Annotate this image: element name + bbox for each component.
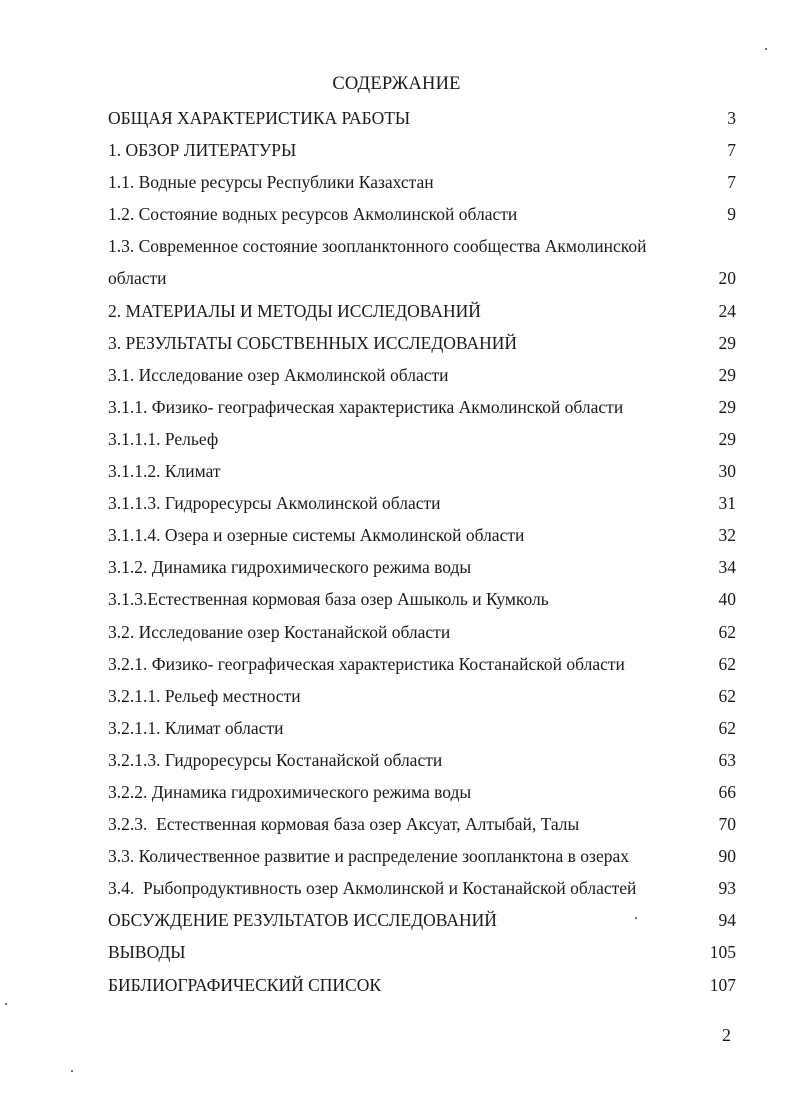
toc-entry-page: 105 xyxy=(709,942,736,963)
toc-entry-label: 3.1.1.3. Гидроресурсы Акмолинской области xyxy=(108,493,441,514)
toc-entry-page: 62 xyxy=(718,685,736,706)
toc-entry-label: 1.2. Состояние водных ресурсов Акмолинской области xyxy=(108,204,518,225)
toc-entry-label: 3.2.1.3. Гидроресурсы Костанайской области xyxy=(108,749,443,770)
toc-entry-label: области xyxy=(108,268,167,289)
toc-entry-label: 1.1. Водные ресурсы Республики Казахстан xyxy=(108,172,434,193)
toc-entry-label: 3.2.2. Динамика гидрохимического режима воды xyxy=(108,781,472,802)
toc-entry xyxy=(108,583,736,615)
toc-entry xyxy=(108,391,736,423)
toc-entry-page: 7 xyxy=(727,140,736,161)
toc-entry-page: 107 xyxy=(709,974,736,995)
toc-entry-label: 3.1.1.4. Озера и озерные системы Акмолинской области xyxy=(108,525,525,546)
toc-entry-page: 34 xyxy=(718,557,736,578)
toc-entry-label: 3.2.1. Физико- географическая характеристика Костанайской области xyxy=(108,653,625,674)
toc-entry xyxy=(108,776,736,808)
scan-speck xyxy=(635,917,637,919)
toc-entry-page: 40 xyxy=(718,589,736,610)
toc-entry-page: 7 xyxy=(727,172,736,193)
toc-entry xyxy=(108,519,736,551)
toc-entry xyxy=(108,295,736,327)
toc-entry-page: 32 xyxy=(718,525,736,546)
toc-entry xyxy=(108,102,736,134)
scan-speck xyxy=(765,48,767,50)
toc-entry-page: 29 xyxy=(718,364,736,385)
toc-entry xyxy=(108,166,736,198)
toc-entry xyxy=(108,648,736,680)
toc-entry-label: ВЫВОДЫ xyxy=(108,942,186,963)
toc-entry xyxy=(108,359,736,391)
toc-entry-page: 29 xyxy=(718,396,736,417)
toc-entry-page: 63 xyxy=(718,749,736,770)
toc-entry xyxy=(108,712,736,744)
toc-entry-page: 24 xyxy=(718,300,736,321)
table-of-contents xyxy=(108,102,736,1001)
toc-entry-label: 2. МАТЕРИАЛЫ И МЕТОДЫ ИССЛЕДОВАНИЙ xyxy=(108,300,481,321)
toc-entry xyxy=(108,904,736,936)
toc-entry-page: 9 xyxy=(727,204,736,225)
toc-entry-label: 3.1. Исследование озер Акмолинской области xyxy=(108,364,449,385)
toc-entry-page: 90 xyxy=(718,846,736,867)
toc-entry-page: 31 xyxy=(718,493,736,514)
toc-entry-label: ОБСУЖДЕНИЕ РЕЗУЛЬТАТОВ ИССЛЕДОВАНИЙ xyxy=(108,910,497,931)
toc-entry-label: 3.1.1. Физико- географическая характеристика Акмолинской области xyxy=(108,396,624,417)
toc-entry-label: 3.1.3.Естественная кормовая база озер Ашыколь и Кумколь xyxy=(108,589,549,610)
toc-entry-label: ОБЩАЯ ХАРАКТЕРИСТИКА РАБОТЫ xyxy=(108,108,411,128)
toc-entry-page: 29 xyxy=(718,332,736,353)
toc-entry-page: 29 xyxy=(718,428,736,449)
toc-entry-label: 3.1.1.1. Рельеф xyxy=(108,428,219,449)
toc-entry-label: 3.1.1.2. Климат xyxy=(108,461,221,482)
toc-entry-page: 20 xyxy=(718,268,736,289)
toc-entry xyxy=(108,616,736,648)
toc-entry xyxy=(108,487,736,519)
toc-entry-page: 94 xyxy=(718,910,736,931)
toc-entry-label: 3. РЕЗУЛЬТАТЫ СОБСТВЕННЫХ ИССЛЕДОВАНИЙ xyxy=(108,332,518,353)
toc-entry xyxy=(108,262,736,294)
toc-entry xyxy=(108,936,736,968)
toc-entry-page: 30 xyxy=(718,461,736,482)
toc-entry-page: 62 xyxy=(718,653,736,674)
toc-entry-label: БИБЛИОГРАФИЧЕСКИЙ СПИСОК xyxy=(108,974,382,995)
toc-entry-label: 3.2.1.1. Климат области xyxy=(108,717,284,738)
toc-entry xyxy=(108,455,736,487)
toc-entry-label: 3.2.3. Естественная кормовая база озер Аксуат, Алтыбай, Талы xyxy=(108,814,580,835)
toc-entry xyxy=(108,134,736,166)
toc-entry-page: 70 xyxy=(718,814,736,835)
toc-entry xyxy=(108,230,736,262)
toc-entry-page: 3 xyxy=(727,108,736,128)
toc-entry xyxy=(108,872,736,904)
toc-entry-label: 3.3. Количественное развитие и распределение зоопланктона в озерах xyxy=(108,846,629,867)
toc-entry xyxy=(108,840,736,872)
toc-entry xyxy=(108,680,736,712)
toc-entry-page: 62 xyxy=(718,717,736,738)
page-number: 2 xyxy=(722,1025,731,1045)
toc-entry xyxy=(108,744,736,776)
toc-entry-page: 93 xyxy=(718,878,736,899)
toc-entry xyxy=(108,551,736,583)
toc-entry xyxy=(108,423,736,455)
toc-entry-label: 1. ОБЗОР ЛИТЕРАТУРЫ xyxy=(108,140,297,161)
scan-speck xyxy=(71,1070,73,1072)
toc-entry xyxy=(108,969,736,1001)
toc-entry xyxy=(108,808,736,840)
toc-entry-label: 3.2.1.1. Рельеф местности xyxy=(108,685,301,706)
toc-entry xyxy=(108,327,736,359)
scan-speck xyxy=(5,1003,7,1005)
toc-entry-page: 62 xyxy=(718,621,736,642)
toc-entry-page: 66 xyxy=(718,781,736,802)
page-title: СОДЕРЖАНИЕ xyxy=(332,74,461,94)
toc-entry-label: 1.3. Современное состояние зоопланктонного сообщества Акмолинской xyxy=(108,236,647,257)
toc-entry-label: 3.1.2. Динамика гидрохимического режима воды xyxy=(108,557,472,578)
toc-entry-label: 3.4. Рыбопродуктивность озер Акмолинской и Костанайской областей xyxy=(108,878,637,899)
toc-entry xyxy=(108,198,736,230)
toc-entry-label: 3.2. Исследование озер Костанайской области xyxy=(108,621,451,642)
